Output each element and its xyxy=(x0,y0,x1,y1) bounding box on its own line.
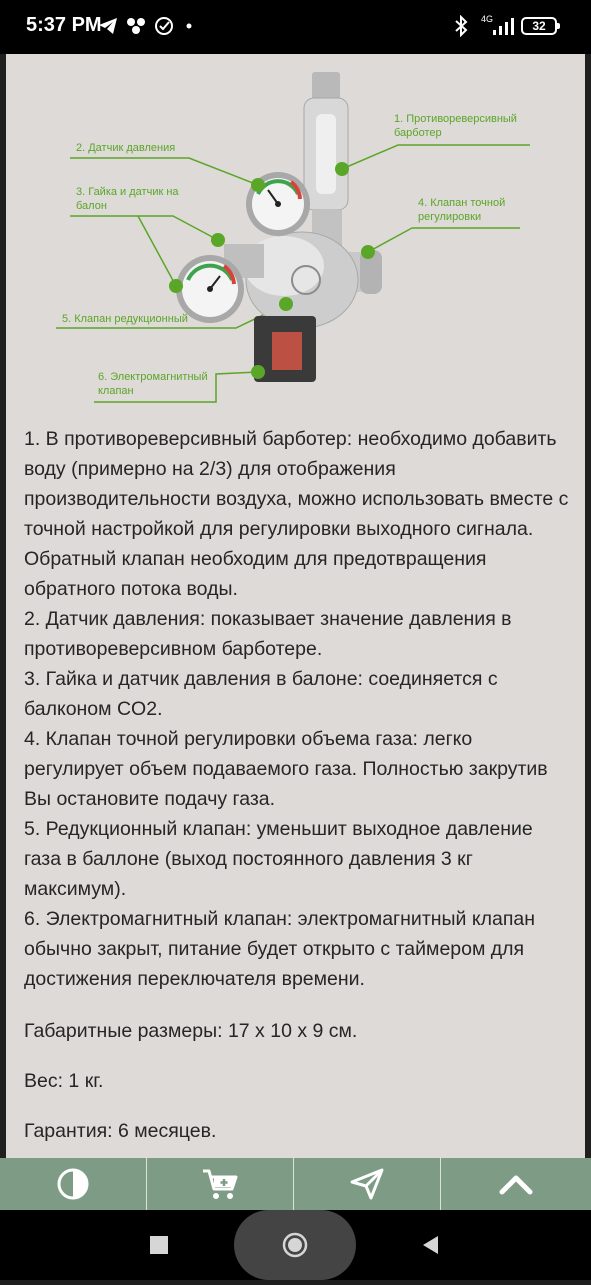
telegram-icon xyxy=(98,15,118,37)
feature-description xyxy=(24,424,572,994)
send-button[interactable] xyxy=(294,1158,441,1210)
spec-warranty: Гарантия: 6 месяцев. xyxy=(24,1120,217,1142)
back-icon xyxy=(420,1234,440,1256)
contrast-icon xyxy=(56,1167,90,1201)
send-icon xyxy=(349,1167,385,1201)
home-button[interactable] xyxy=(234,1210,356,1280)
scroll-up-button[interactable] xyxy=(441,1158,591,1210)
figure-label-4: 4. Клапан точной регулировки xyxy=(418,197,506,223)
figure-label-1: 1. Противореверсивный барботер xyxy=(394,113,517,139)
add-to-cart-icon xyxy=(201,1167,239,1201)
back-button[interactable] xyxy=(420,1234,440,1261)
home-icon xyxy=(234,1210,356,1280)
recents-icon[interactable] xyxy=(150,1236,168,1254)
spec-dimensions: Габаритные размеры: 17 х 10 х 9 см. xyxy=(24,1020,358,1042)
feature-item: 4. Клапан точной регулировки объема газа: легко регулирует объем подаваемого газа. Полностью закрутив Вы остановите подачу газа. xyxy=(24,728,548,810)
feature-item: 2. Датчик давления: показывает значение давления в противореверсивном барботере. xyxy=(24,608,512,660)
figure-label-3: 3. Гайка и датчик на балон xyxy=(76,186,179,212)
spec-weight: Вес: 1 кг. xyxy=(24,1070,104,1092)
figure-label-5: 5. Клапан редукционный xyxy=(62,313,188,325)
figure-label-6: 6. Электромагнитный клапан xyxy=(98,371,208,397)
app-cluster-icon xyxy=(126,15,146,37)
action-bar xyxy=(0,1158,591,1210)
feature-item: 3. Гайка и датчик давления в балоне: соединяется с балконом CO2. xyxy=(24,668,498,720)
system-nav-bar xyxy=(0,1210,591,1280)
bluetooth-icon xyxy=(452,15,470,37)
battery-icon: 32 xyxy=(521,17,557,35)
product-diagram xyxy=(6,54,585,410)
status-bar xyxy=(0,0,591,54)
feature-item: 1. В противореверсивный барботер: необходимо добавить воду (примерно на 2/3) для отображения производительности воздуха, можно использовать вместе с точной настройкой для регулировки выходного сигнала. Обратный клапан необходим для предотвращения обратного потока воды. xyxy=(24,428,569,600)
figure-label-2: 2. Датчик давления xyxy=(76,142,176,154)
regulator-illustration xyxy=(6,54,585,410)
network-type: 4G xyxy=(481,14,494,24)
description-card xyxy=(6,54,585,1158)
signal-icon xyxy=(492,15,516,37)
scroll-up-icon xyxy=(498,1172,534,1196)
product-description-page xyxy=(0,54,591,1158)
status-time: 5:37 PM xyxy=(26,14,102,36)
check-circle-icon xyxy=(154,15,174,37)
feature-item: 6. Электромагнитный клапан: электромагнитный клапан обычно закрыт, питание будет открыто с таймером для достижения переключателя времени. xyxy=(24,908,535,990)
feature-item: 5. Редукционный клапан: уменьшит выходное давление газа в баллоне (выход постоянного давления 3 кг максимум). xyxy=(24,818,533,900)
add-to-cart-button[interactable] xyxy=(147,1158,294,1210)
dot-icon xyxy=(186,15,192,37)
contrast-button[interactable] xyxy=(0,1158,147,1210)
